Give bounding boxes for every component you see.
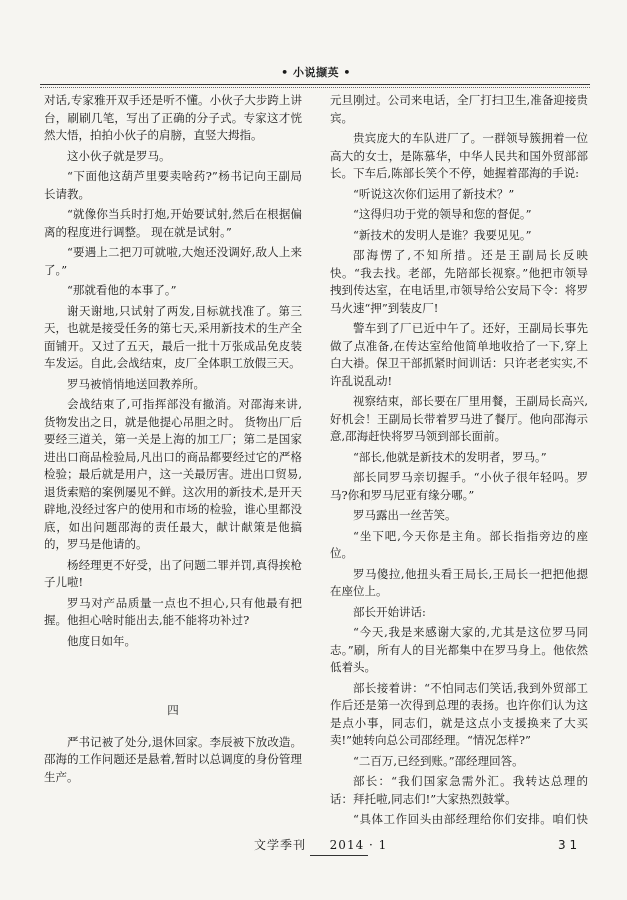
header-rule (40, 84, 590, 85)
paragraph: 罗马露出一丝苦笑。 (353, 508, 457, 522)
paragraph: “二百万,已经到账。”邵经理回答。 (353, 753, 524, 768)
paragraph: 部长：“我们国家急需外汇。我转达总理的话：拜托啦,同志们!”大家热烈鼓掌。 (330, 774, 588, 806)
paragraph: “部长,他就是新技术的发明者，罗马。” (353, 449, 547, 464)
right-column (330, 92, 588, 827)
issue-underline (310, 855, 368, 856)
issue-number: 2014 · 1 (329, 838, 388, 852)
paragraph: 邵海愣了,不知所措。还是王副局长反映快。“我去找。老部，先陪部长视察。”他把市领导拽到传达室，在电话里,市领导给公安局下令：将罗马火速“押”到装皮厂! (330, 248, 588, 315)
paragraph: 贵宾庞大的车队进厂了。一群领导簇拥着一位高大的女士，是陈慕华，中华人民共和国外贸部部长。下车后,陈部长笑个不停，她握着邵海的手说: (330, 131, 588, 180)
paragraph: “下面他这葫芦里要卖啥药?”杨书记向王副局长请教。 (44, 169, 302, 201)
paragraph: “坐下吧,今天你是主角。部长指指旁边的座位。 (330, 528, 588, 560)
paragraph: 罗马对产品质量一点也不担心,只有他最有把握。他担心啥时能出去,能不能将功补过? (44, 595, 302, 627)
paragraph: “具体工作回头由部经理给你们安排。咱们快 (353, 812, 588, 826)
paragraph: 部长接着讲：“不怕同志们笑话,我到外贸部工作后还是第一次得到总理的表扬。也许你们认为这是点小事，同志们，就是这点小支援换来了大买卖!”她转向总公司邵经理。“情况怎样?” (330, 680, 588, 747)
paragraph: “这得归功于党的领导和您的督促。” (353, 207, 532, 221)
paragraph: 警车到了厂已近中午了。还好，王副局长事先做了点准备,在传达室给他简单地收拾了一下,穿上白大褂。保卫干部抓紧时间训话：只许老老实实,不许乱说乱动! (330, 321, 588, 388)
paragraph: “新技术的发明人是谁？我要见见。” (353, 227, 532, 242)
header-dotted-rule (40, 87, 590, 88)
paragraph: 视察结束，部长要在厂里用餐，王副局长高兴,好机会！王副局长带着罗马进了餐厅。他向邵海示意,邵海赶快将罗马领到部长面前。 (330, 394, 588, 443)
paragraph: 罗马被悄悄地送回教养所。 (67, 376, 205, 391)
paragraph: 罗马傻拉,他扭头看王局长,王局长一把把他摁在座位上。 (330, 566, 588, 598)
section-header: • 小说撷英 • (281, 66, 351, 79)
paragraph: “要遇上二把刀可就啦,大炮还没调好,敌人上来了。” (44, 245, 302, 277)
paragraph: 部长同罗马亲切握手。“小伙子很年轻吗。罗马?你和罗马尼亚有缘分哪。” (330, 470, 588, 502)
paragraph: “今天,我是来感谢大家的,尤其是这位罗马同志。”刷，所有人的目光都集中在罗马身上。他依然低着头。 (330, 625, 588, 674)
paragraph: 这小伙子就是罗马。 (67, 148, 171, 163)
left-column (44, 92, 302, 827)
paragraph: 杨经理更不好受，出了问题二罪并罚,真得挨枪子儿啦! (44, 557, 302, 589)
paragraph: 对话,专家雅开双手还是听不懂。小伙子大步跨上讲台，刷刷几笔，写出了正确的分子式。专家这才恍然大悟，拍拍小伙子的肩膀，直竖大拇指。 (44, 93, 302, 142)
paragraph: “那就看他的本事了。” (67, 283, 177, 297)
page-number: 3 1 (558, 838, 578, 852)
paragraph: 严书记被了处分,退休回家。李辰被下放改造。邵海的工作问题还是悬着,暂时以总调度的身份管理生产。 (44, 734, 302, 784)
paragraph: “就像你当兵时打炮,开始要试射,然后在根据偏离的程度进行调整。 现在就是试射。” (44, 207, 302, 239)
journal-name: 文学季刊 (254, 838, 307, 852)
paragraph: 他度日如年。 (67, 633, 136, 648)
paragraph: 元旦刚过。公司来电话，全厂打扫卫生,准备迎接贵宾。 (330, 93, 588, 125)
paragraph: 会战结束了,可指挥部没有撤消。对邵海来讲,货物发出之日，就是他提心吊胆之时。 货物出厂后要经三道关，第一关是上海的加工厂；第二是国家进出口商品检验局,凡出口的商品都要经过它的严格检验；最后就是用户，这一关最厉害。进出口贸易,退货索赔的案例屡见不鲜。这次用的新技术,是开天辟地,没经过客户的使用和市场的检验，谁心里都没底，如出问题邵海的责任最大，献计献策是他搞的，罗马是他请的。 (44, 397, 302, 551)
section-number: 四 (167, 703, 179, 717)
paragraph: 部长开始讲话: (353, 604, 426, 619)
page-footer (254, 837, 387, 853)
paragraph: “听说这次你们运用了新技术？” (353, 186, 515, 201)
paragraph: 谢天谢地,只试射了两发,目标就找准了。第三天，也就是接受任务的第七天,采用新技术的生产全面铺开。又过了五天，最后一批十万张成品免皮装车发运。自此,会战结束，皮厂全体职工放假三天。 (44, 303, 302, 370)
